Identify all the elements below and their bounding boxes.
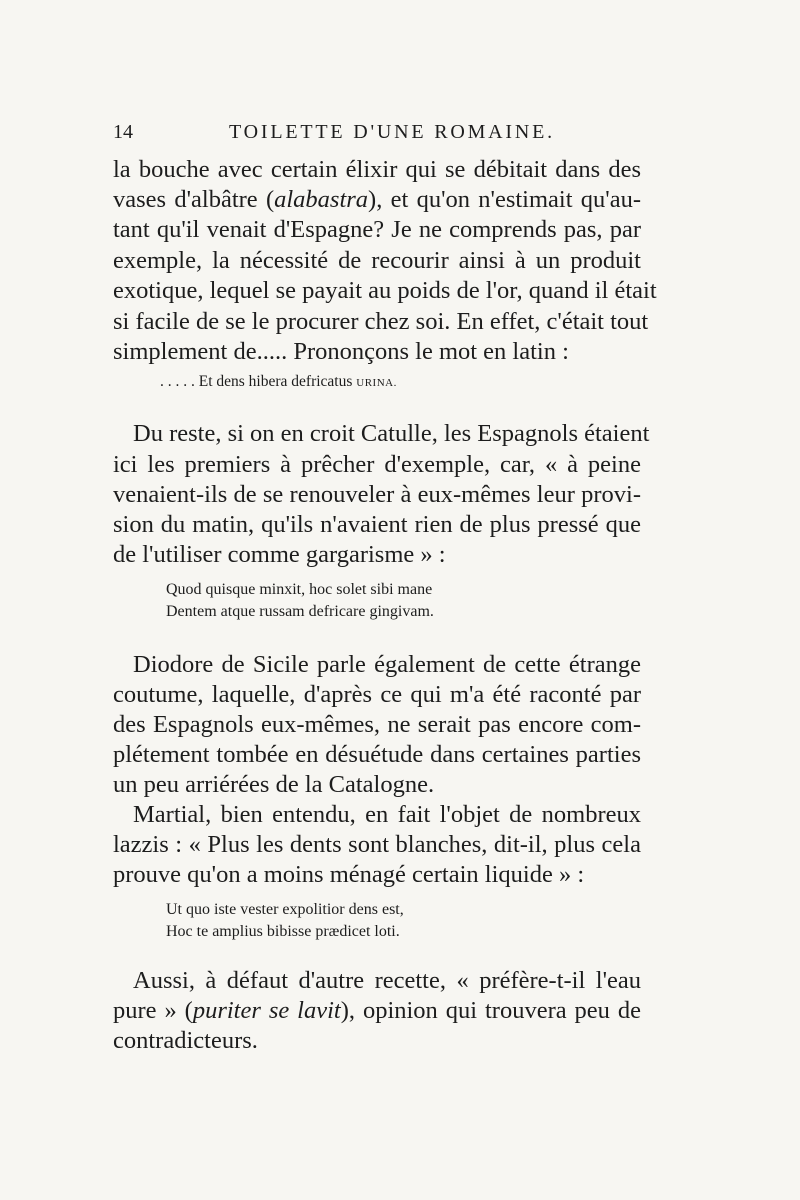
text-line: coutume, laquelle, d'après ce qui m'a été raconté par [113,681,641,708]
verse-line: Ut quo iste vester expolitior dens est, [166,901,404,918]
text-line: exotique, lequel se payait au poids de l'or, quand il était [113,277,657,304]
text-line: pure » (puriter se lavit), opinion qui trouvera peu de [113,997,641,1024]
text-line: Diodore de Sicile parle également de cette étrange [133,651,641,678]
verse-line: Hoc te amplius bibisse prædicet loti. [166,923,400,940]
text-line: contradicteurs. [113,1027,258,1054]
text-line: simplement de..... Prononçons le mot en latin : [113,338,569,365]
page-number: 14 [113,121,133,143]
text-line: Aussi, à défaut d'autre recette, « préfère-t-il l'eau [133,967,641,994]
text-line: exemple, la nécessité de recourir ainsi à un produit [113,247,641,274]
italic-term: puriter se lavit [192,997,341,1024]
text-line: tant qu'il venait d'Espagne? Je ne comprends pas, par [113,216,641,243]
running-title: TOILETTE D'UNE ROMAINE. [229,121,555,143]
text-line: des Espagnols eux-mêmes, ne serait pas encore com- [113,711,641,738]
text-line: un peu arriérées de la Catalogne. [113,771,435,798]
italic-term: alabastra [274,186,369,213]
latin-quote: . . . . . Et dens hibera defricatus URINA. [160,373,397,390]
text-line: ici les premiers à prêcher d'exemple, car, « à peine [113,451,641,478]
text-line: Martial, bien entendu, en fait l'objet de nombreux [133,801,641,828]
text-line: lazzis : « Plus les dents sont blanches, dit-il, plus cela [113,831,641,858]
text-line: venaient-ils de se renouveler à eux-mêmes leur provi- [113,481,641,508]
text-line: Du reste, si on en croit Catulle, les Espagnols étaient [133,420,650,447]
small-caps-word: URINA. [356,377,397,389]
text-line: la bouche avec certain élixir qui se débitait dans des [113,156,641,183]
text-line: si facile de se le procurer chez soi. En effet, c'était tout [113,308,649,335]
verse-line: Dentem atque russam defricare gingivam. [166,603,434,620]
text-line: plétement tombée en désuétude dans certaines parties [113,741,641,768]
text-line: de l'utiliser comme gargarisme » : [113,541,446,568]
text-line: prouve qu'on a moins ménagé certain liquide » : [113,861,585,888]
verse-line: Quod quisque minxit, hoc solet sibi mane [166,581,433,598]
text-line: sion du matin, qu'ils n'avaient rien de plus pressé que [113,511,641,538]
text-line: vases d'albâtre (alabastra), et qu'on n'estimait qu'au- [113,186,641,213]
